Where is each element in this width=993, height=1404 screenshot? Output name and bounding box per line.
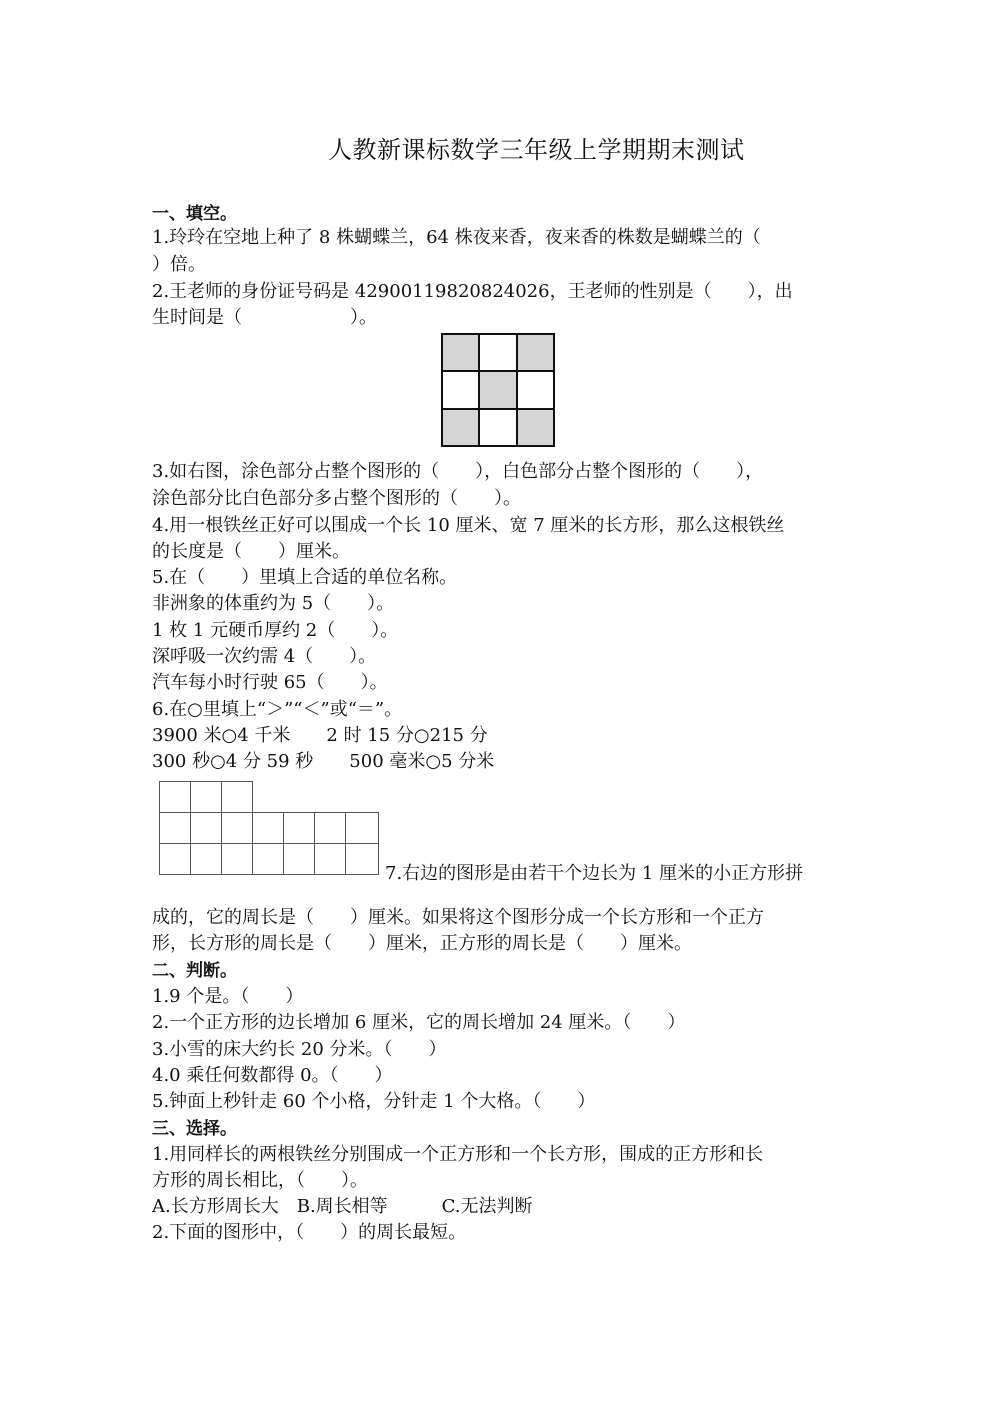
tile — [283, 812, 315, 844]
grid-cell-shaded — [442, 334, 479, 371]
section-heading-judge: 二、判断。 — [152, 961, 237, 981]
grid-cell-white — [517, 371, 554, 408]
question-line: 汽车每小时行驶 65（ ）。 — [152, 672, 388, 693]
tile — [159, 812, 191, 844]
question-line: 7.右边的图形是由若干个边长为 1 厘米的小正方形拼 — [385, 863, 804, 884]
question-line: 涂色部分比白色部分多占整个图形的（ ）。 — [152, 488, 521, 509]
question-line: A.长方形周长大 B.周长相等 C.无法判断 — [152, 1196, 533, 1217]
question-line: 2.王老师的身份证号码是 42900119820824026，王老师的性别是（ ），出 — [152, 281, 793, 302]
tile — [221, 812, 253, 844]
question-line: 深呼吸一次约需 4（ ）。 — [152, 646, 377, 667]
question-line: 4.用一根铁丝正好可以围成一个长 10 厘米、宽 7 厘米的长方形，那么这根铁丝 — [152, 515, 785, 536]
question-line: 300 秒○4 分 59 秒 500 毫米○5 分米 — [152, 751, 495, 772]
question-line: 1.9 个是。（ ） — [152, 986, 304, 1007]
grid-cell-shaded — [442, 409, 479, 446]
question-line: 3.小雪的床大约长 20 分米。（ ） — [152, 1039, 447, 1060]
question-line: 2.下面的图形中，（ ）的周长最短。 — [152, 1222, 467, 1243]
question-line: 4.0 乘任何数都得 0。（ ） — [152, 1065, 393, 1086]
tile — [345, 812, 379, 844]
question-line: 5.钟面上秒针走 60 个小格，分针走 1 个大格。（ ） — [152, 1091, 596, 1112]
grid-cell-shaded — [479, 371, 516, 408]
grid-cell-shaded — [517, 334, 554, 371]
tile — [345, 843, 379, 875]
tile — [221, 843, 253, 875]
grid-cell-white — [442, 371, 479, 408]
question-line: 形，长方形的周长是（ ）厘米，正方形的周长是（ ）厘米。 — [152, 933, 692, 954]
question-line: 的长度是（ ）厘米。 — [152, 541, 350, 562]
tile — [190, 843, 222, 875]
question-line: 1.玲玲在空地上种了 8 株蝴蝶兰，64 株夜来香，夜来香的株数是蝴蝶兰的（ — [152, 227, 761, 248]
tile — [252, 812, 284, 844]
grid-cell-white — [479, 334, 516, 371]
tile — [190, 812, 222, 844]
question-line: 1 枚 1 元硬币厚约 2（ ）。 — [152, 620, 399, 641]
page-title: 人教新课标数学三年级上学期期末测试 — [328, 136, 745, 164]
tile — [221, 781, 253, 813]
tile — [159, 781, 191, 813]
tile — [314, 812, 346, 844]
question-line: 非洲象的体重约为 5（ ）。 — [152, 593, 395, 614]
tile — [314, 843, 346, 875]
question-line: 2.一个正方形的边长增加 6 厘米，它的周长增加 24 厘米。（ ） — [152, 1012, 686, 1033]
tile — [283, 843, 315, 875]
grid-cell-white — [479, 409, 516, 446]
tile — [190, 781, 222, 813]
section-heading-choice: 三、选择。 — [152, 1119, 237, 1139]
section-heading-fill-blank: 一、填空。 — [152, 204, 237, 224]
question-line: 1.用同样长的两根铁丝分别围成一个正方形和一个长方形，围成的正方形和长 — [152, 1144, 764, 1165]
question-line: 方形的周长相比，（ ）。 — [152, 1170, 368, 1191]
question-line: 3.如右图，涂色部分占整个图形的（ ），白色部分占整个图形的（ ）， — [152, 461, 764, 482]
tile — [159, 843, 191, 875]
question-line: 3900 米○4 千米 2 时 15 分○215 分 — [152, 725, 488, 746]
tile — [252, 843, 284, 875]
question-line: 5.在（ ）里填上合适的单位名称。 — [152, 567, 458, 588]
question-line: 6.在○里填上“＞”“＜”或“＝”。 — [152, 699, 403, 720]
question-line: 生时间是（ ）。 — [152, 307, 377, 328]
shaded-grid-figure — [441, 333, 555, 447]
question-line: 成的，它的周长是（ ）厘米。如果将这个图形分成一个长方形和一个正方 — [152, 907, 764, 928]
question-line: ）倍。 — [152, 254, 206, 275]
grid-cell-shaded — [517, 409, 554, 446]
